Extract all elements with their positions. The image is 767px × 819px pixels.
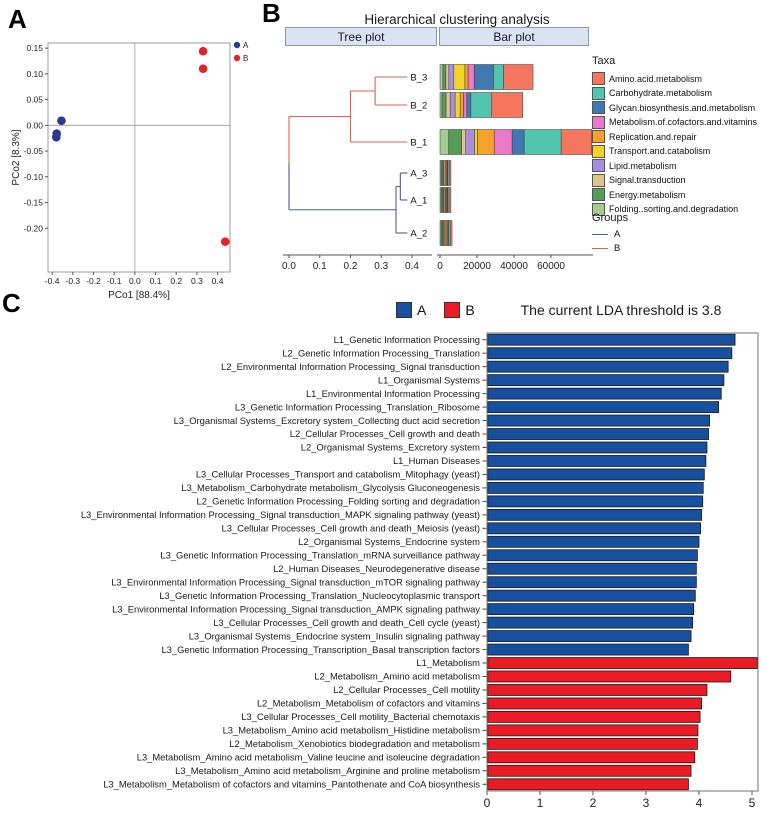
groups-legend (592, 212, 628, 257)
lda-row-label: L3_Genetic Information Processing_Translation_Ribosome (234, 401, 480, 413)
stacked-segment-B_3 (446, 65, 449, 90)
lda-row-label: L3_Cellular Processes_Cell motility_Bacterial chemotaxis (241, 711, 480, 723)
lda-threshold-title: The current LDA threshold is 3.8 (520, 302, 722, 318)
taxa-legend-item (592, 145, 767, 158)
taxa-legend-items (592, 72, 767, 216)
group-line-swatch (592, 248, 608, 249)
stacked-segment-B_3 (474, 65, 493, 90)
stacked-segment-B_3 (454, 65, 465, 90)
scatter-point-B (199, 64, 208, 73)
lda-axis-tick-label: 5 (748, 796, 756, 810)
lda-row-label: L2_Metabolism_Amino acid metabolism (314, 670, 480, 682)
lda-legend-item-b (444, 302, 474, 318)
stacked-segment-B_3 (465, 65, 468, 90)
lda-row-label: L2_Metabolism_Xenobiotics biodegradation and metabolism (229, 738, 480, 750)
lda-row-label: L3_Metabolism_Amino acid metabolism_Arginine and proline metabolism (175, 764, 480, 776)
lda-bar-A (488, 482, 703, 493)
taxa-color-swatch (592, 188, 605, 201)
stacked-segment-A_3 (449, 161, 451, 186)
pcoa-scatter-plot (8, 24, 264, 301)
taxa-legend (592, 55, 767, 217)
taxa-label: Signal.transduction (609, 175, 686, 185)
y-tick-label: -0.15 (23, 197, 43, 208)
stacked-segment-B_2 (460, 93, 463, 118)
taxa-label: Energy.metabolism (609, 189, 686, 200)
pcoa-legend-dot-A (234, 42, 240, 48)
lda-bar-A (488, 375, 724, 386)
lda-row-label: L2_Human Diseases_Neurodegenerative disease (273, 562, 480, 574)
lda-bar-A (488, 348, 732, 359)
lda-row-label: L2_Genetic Information Processing_Translation (282, 347, 480, 359)
lda-row-label: L2_Organismal Systems_Excretory system (300, 441, 480, 453)
taxa-color-swatch (592, 145, 605, 158)
stacked-segment-B_1 (512, 130, 524, 155)
tree-axis-tick-label: 0.0 (282, 261, 296, 272)
panel-c-label: C (2, 288, 21, 318)
leaf-label-A_2: A_2 (410, 228, 428, 240)
lda-row-label: L3_Metabolism_Carbohydrate metabolism_Glycolysis Gluconeogenesis (181, 482, 480, 494)
lda-bar-A (488, 469, 705, 480)
pcoa-legend-label: A (243, 41, 249, 50)
lda-bar-B (488, 725, 698, 736)
taxa-label: Carbohydrate.metabolism (609, 88, 713, 98)
stacked-segment-B_1 (561, 130, 592, 155)
lda-axis-tick-label: 1 (536, 796, 544, 810)
stacked-segment-B_3 (449, 65, 454, 90)
x-tick-label: 0.1 (149, 276, 162, 286)
group-legend-item (592, 243, 628, 254)
tree-axis-tick-label: 0.4 (405, 261, 419, 272)
bar-axis-tick-label: 0 (437, 261, 443, 272)
taxa-legend-item (592, 130, 767, 143)
scatter-point-A (57, 116, 66, 125)
taxa-legend-item (592, 72, 767, 85)
tree-axis-tick-label: 0.2 (343, 261, 358, 272)
taxa-legend-item (592, 159, 767, 172)
lda-row-label: L3_Environmental Information Processing_Signal transduction_mTOR signaling pathway (111, 576, 480, 588)
lda-row-label: L2_Cellular Processes_Cell motility (333, 684, 480, 696)
leaf-label-B_1: B_1 (410, 137, 428, 149)
x-tick-label: -0.2 (86, 276, 101, 286)
stacked-segment-A_2 (450, 221, 452, 246)
lda-bar-A (488, 536, 699, 547)
lda-row-label: L2_Organismal Systems_Endocrine system (298, 535, 480, 547)
x-tick-label: 0.2 (170, 276, 183, 286)
stacked-segment-B_3 (443, 65, 446, 90)
leaf-label-A_1: A_1 (410, 195, 428, 207)
lda-bar-B (488, 738, 698, 749)
group-line-swatch (592, 234, 608, 235)
group-label: A (614, 229, 621, 240)
x-tick-label: -0.3 (65, 276, 81, 286)
y-tick-label: 0.00 (26, 120, 43, 131)
stacked-segment-B_3 (468, 65, 474, 90)
group-a-color-swatch (396, 302, 412, 318)
bar-plot-header: Bar plot (439, 27, 589, 46)
y-tick-label: 0.10 (26, 68, 43, 79)
taxa-color-swatch (592, 159, 605, 172)
lda-row-label: L3_Cellular Processes_Cell growth and death_Meiosis (yeast) (221, 522, 480, 534)
pcoa-plot-border (48, 43, 230, 272)
lda-bar-A (488, 496, 703, 507)
dendrogram-stacked-bar-plot (280, 46, 610, 286)
stacked-segment-B_2 (463, 93, 466, 118)
taxa-color-swatch (592, 87, 605, 100)
bar-axis-tick-label: 60000 (537, 261, 565, 272)
taxa-color-swatch (592, 101, 605, 114)
stacked-segment-B_1 (478, 130, 495, 155)
taxa-label: Transport.and.catabolism (609, 146, 711, 156)
lda-row-label: L3_Environmental Information Processing_Signal transduction_AMPK signaling pathway (112, 603, 480, 615)
lda-bar-A (488, 429, 709, 440)
stacked-segment-B_1 (524, 130, 561, 155)
lda-bar-A (488, 388, 721, 399)
taxa-label: Folding..sorting.and.degradation (609, 204, 739, 214)
lda-row-label: L3_Genetic Information Processing_Translation_mRNA surveillance pathway (160, 549, 480, 561)
stacked-segment-B_2 (455, 93, 460, 118)
lda-axis-tick-label: 2 (589, 796, 597, 810)
lda-bar-plot (0, 328, 767, 819)
y-tick-label: -0.10 (23, 171, 43, 182)
taxa-legend-title: Taxa (592, 55, 616, 67)
lda-row-label: L3_Cellular Processes_Transport and catabolism_Mitophagy (yeast) (195, 468, 480, 480)
lda-row-label: L1_Genetic Information Processing (333, 333, 480, 345)
lda-row-label: L3_Organismal Systems_Endocrine system_Insulin signaling pathway (188, 630, 480, 642)
stacked-segment-B_1 (462, 130, 466, 155)
lda-bar-A (488, 415, 710, 426)
taxa-label: Lipid.metabolism (609, 160, 677, 171)
group-b-color-swatch (444, 302, 460, 318)
group-label: B (614, 243, 621, 254)
stacked-segment-B_1 (494, 130, 512, 155)
lda-bar-A (488, 617, 693, 628)
x-tick-label: 0.0 (128, 276, 141, 286)
y-tick-label: -0.05 (23, 146, 43, 157)
stacked-segment-B_3 (493, 65, 503, 90)
taxa-color-swatch (592, 174, 605, 187)
lda-row-label: L3_Cellular Processes_Cell growth and death_Cell cycle (yeast) (213, 616, 480, 628)
lda-row-label: L2_Genetic Information Processing_Folding sorting and degradation (196, 495, 480, 507)
stacked-segment-B_1 (449, 130, 462, 155)
lda-bar-A (488, 563, 697, 574)
leaf-label-B_3: B_3 (410, 72, 428, 84)
panel-a-label: A (8, 4, 27, 34)
stacked-segment-B_2 (467, 93, 471, 118)
lda-bar-B (488, 765, 691, 776)
lda-row-label: L1_Human Diseases (392, 455, 480, 467)
lda-bar-B (488, 698, 702, 709)
leaf-label-A_3: A_3 (410, 168, 428, 180)
x-tick-label: -0.1 (106, 276, 122, 286)
y-axis-title: PCo2 [8.3%] (11, 129, 22, 186)
lda-bar-A (488, 523, 701, 534)
stacked-segment-B_2 (491, 93, 522, 118)
lda-bar-A (488, 361, 728, 372)
lda-legend-label-a: A (417, 302, 427, 318)
scatter-point-B (199, 47, 208, 56)
taxa-color-swatch (592, 72, 605, 85)
stacked-segment-A_1 (449, 188, 451, 213)
taxa-label: Amino.acid.metabolism (609, 73, 703, 84)
lda-bar-A (488, 509, 702, 520)
bar-axis-tick-label: 20000 (463, 261, 491, 272)
taxa-color-swatch (592, 116, 605, 129)
tree-axis-tick-label: 0.3 (374, 261, 389, 272)
lda-legend-item-a (396, 302, 426, 318)
group-legend-item (592, 229, 628, 240)
lda-bar-B (488, 779, 689, 790)
stacked-segment-B_3 (504, 65, 533, 90)
stacked-segment-B_1 (466, 130, 475, 155)
taxa-label: Replication.and.repair (609, 131, 697, 142)
lda-bar-A (488, 550, 698, 561)
taxa-color-swatch (592, 130, 605, 143)
lda-row-label: L2_Cellular Processes_Cell growth and death (289, 428, 480, 440)
groups-legend-items (592, 229, 628, 254)
pcoa-legend-dot-B (234, 55, 240, 61)
lda-row-label: L2_Environmental Information Processing_Signal transduction (220, 360, 480, 372)
lda-bar-A (488, 644, 689, 655)
lda-axis-tick-label: 4 (695, 796, 703, 810)
lda-bar-B (488, 671, 731, 682)
x-tick-label: 0.3 (190, 276, 203, 286)
lda-axis-tick-label: 3 (642, 796, 650, 810)
lda-bar-A (488, 455, 706, 466)
lda-bar-B (488, 658, 758, 669)
pcoa-legend-label: B (243, 54, 249, 63)
y-tick-label: -0.20 (23, 223, 43, 234)
lda-bar-A (488, 590, 695, 601)
lda-legend-label-b: B (465, 302, 475, 318)
lda-row-label: L1_Organismal Systems (377, 374, 480, 386)
lda-row-label: L3_Metabolism_Amino acid metabolism_Valine leucine and isoleucine degradation (136, 751, 480, 763)
panel-b-label: B (262, 0, 281, 28)
taxa-legend-item (592, 87, 767, 100)
lda-bar-A (488, 577, 697, 588)
lda-row-label: L2_Metabolism_Metabolism of cofactors and vitamins (256, 697, 480, 709)
y-tick-label: 0.05 (26, 94, 43, 105)
groups-legend-title: Groups (592, 212, 629, 224)
taxa-label: Metabolism.of.cofactors.and.vitamins (609, 117, 758, 127)
bar-axis-tick-label: 40000 (500, 261, 528, 272)
scatter-point-B (221, 237, 230, 246)
lda-row-label: L3_Organismal Systems_Excretory system_Collecting duct acid secretion (173, 414, 480, 426)
taxa-legend-item (592, 188, 767, 201)
lda-bar-A (488, 631, 691, 642)
tree-plot-header: Tree plot (285, 27, 437, 46)
lda-bar-B (488, 684, 707, 695)
stacked-segment-B_2 (446, 93, 450, 118)
lda-row-label: L3_Genetic Information Processing_Transcription_Basal transcription factors (161, 643, 480, 655)
x-tick-label: 0.4 (211, 276, 224, 286)
lda-row-label: L3_Genetic Information Processing_Translation_Nucleocytoplasmic transport (159, 589, 480, 601)
lda-bar-B (488, 752, 695, 763)
tree-axis-tick-label: 0.1 (312, 261, 327, 272)
stacked-segment-B_1 (475, 130, 478, 155)
lda-bar-A (488, 442, 707, 453)
taxa-label: Glycan.biosynthesis.and.metabolism (609, 102, 756, 113)
taxa-legend-item (592, 174, 767, 187)
lda-row-label: L1_Environmental Information Processing (305, 387, 480, 399)
lda-bar-A (488, 334, 735, 345)
leaf-label-B_2: B_2 (410, 100, 428, 112)
lda-legend (396, 302, 475, 318)
hclust-title: Hierarchical clustering analysis (364, 12, 550, 27)
lda-row-label: L3_Environmental Information Processing_Signal transduction_MAPK signaling pathway (yeast) (80, 509, 480, 521)
stacked-segment-B_3 (440, 65, 443, 90)
lda-row-label: L1_Metabolism (416, 657, 480, 669)
scatter-point-A (52, 133, 61, 142)
x-tick-label: -0.4 (44, 276, 60, 286)
stacked-segment-B_2 (450, 93, 455, 118)
taxa-legend-item (592, 101, 767, 114)
lda-bar-A (488, 604, 694, 615)
lda-row-label: L3_Metabolism_Amino acid metabolism_Histidine metabolism (222, 724, 480, 736)
lda-bar-A (488, 402, 719, 413)
stacked-segment-B_2 (471, 93, 491, 118)
y-tick-label: 0.15 (26, 43, 43, 54)
taxa-legend-item (592, 116, 767, 129)
lda-row-label: L3_Metabolism_Metabolism of cofactors and vitamins_Pantothenate and CoA biosynthesis (103, 778, 480, 790)
stacked-segment-B_2 (442, 93, 446, 118)
stacked-segment-B_1 (440, 130, 449, 155)
lda-bar-B (488, 711, 700, 722)
x-axis-title: PCo1 [88.4%] (108, 290, 170, 301)
stacked-segment-B_2 (440, 93, 442, 118)
lda-axis-tick-label: 0 (483, 796, 491, 810)
